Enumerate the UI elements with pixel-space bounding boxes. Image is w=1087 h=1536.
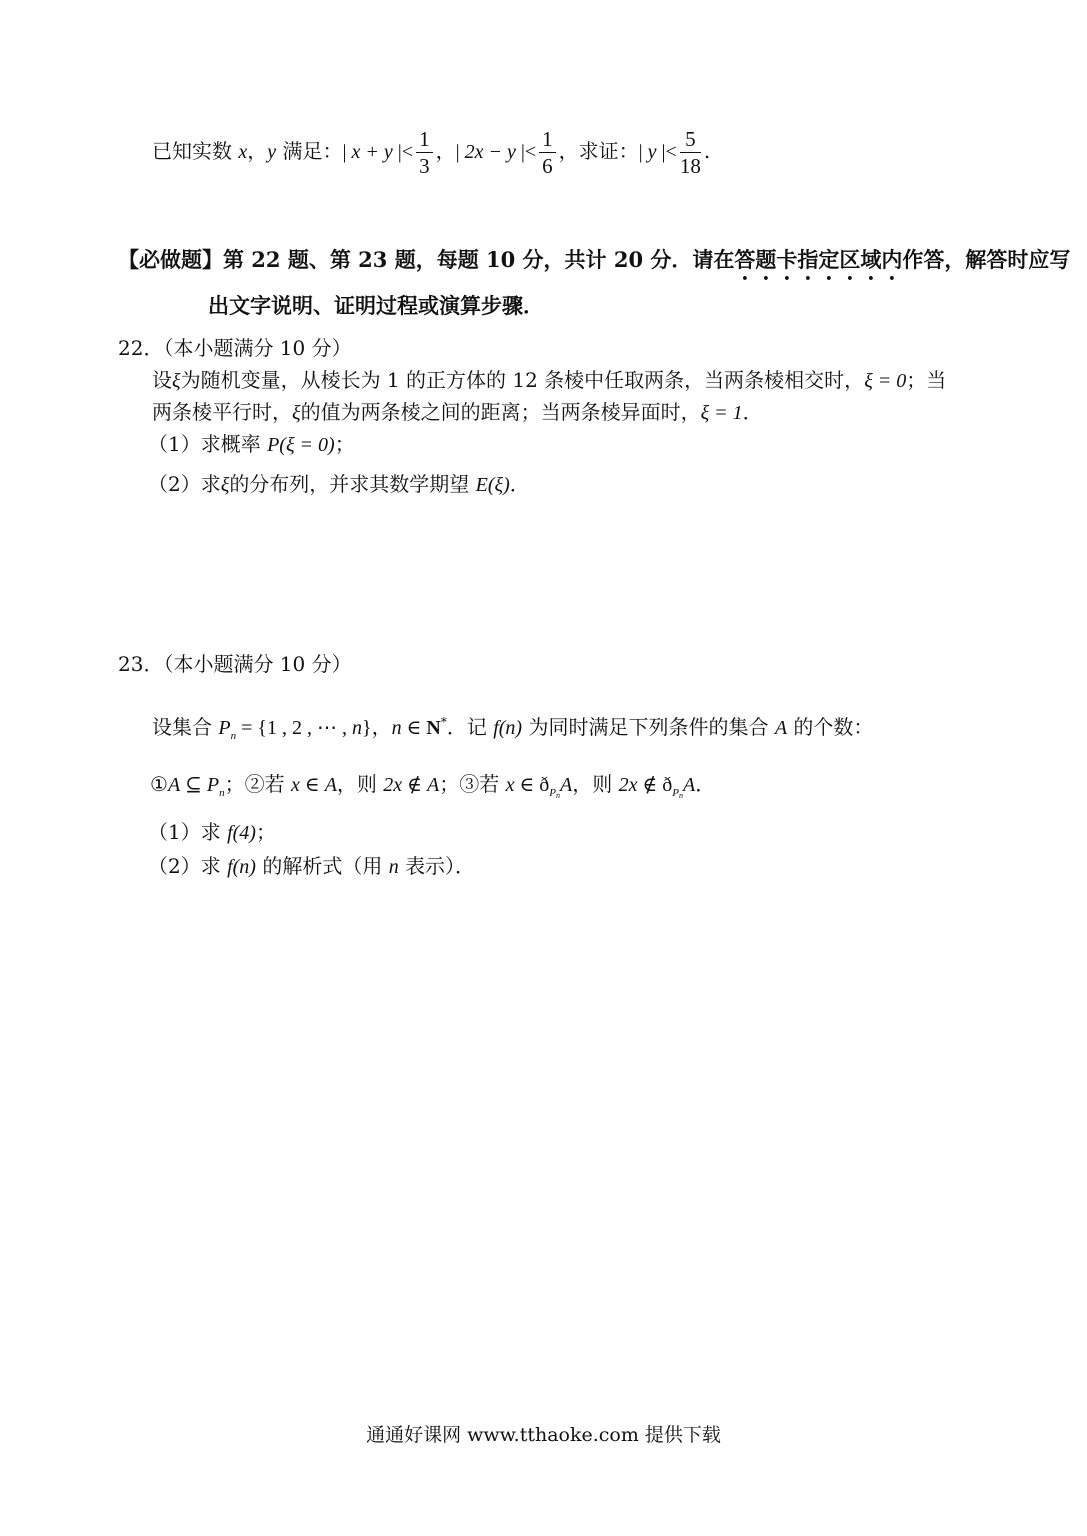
- q21-statement: 已知实数 x，y 满足：| x + y |< $\frac{1}{3}$ ，| 2x − y |< $\frac{1}{6}$ ，求证：| y |< $\frac{5}{18}$ .: [152, 127, 711, 178]
- q22-number: 22．（本小题满分 10 分）: [118, 336, 352, 360]
- fraction-one-sixth: $\frac{1}{6}$: [539, 128, 556, 177]
- q23-statement: 设集合 $P_n = \{1$ , 2 , ⋯ , n}，n ∈ N*．记 f(n) 为同时满足下列条件的集合 A 的个数：: [152, 715, 874, 742]
- required-section-header-line2: 出文字说明、证明过程或演算步骤．: [208, 293, 544, 318]
- required-section-header: 【必做题】第 22 题、第 23 题，每题 10 分，共计 20 分．请在答题卡指定区域内作答，解答时应写: [118, 247, 1071, 272]
- page-footer: 通通好课网 www.tthaoke.com 提供下载: [366, 1424, 721, 1446]
- fraction-five-eighteenths: $\frac{5}{18}$: [679, 127, 701, 178]
- q22-statement-line2: 两条棱平行时，ξ的值为两条棱之间的距离；当两条棱异面时，ξ = 1．: [152, 400, 763, 424]
- q22-part1: （1）求概率 P(ξ = 0)；: [148, 432, 355, 456]
- q23-part2: （2）求 f(n) 的解析式（用 n 表示）．: [148, 854, 476, 878]
- q23-number: 23．（本小题满分 10 分）: [118, 652, 352, 676]
- fraction-one-third: $\frac{1}{3}$: [416, 128, 433, 177]
- q23-part1: （1）求 f(4)；: [148, 820, 276, 844]
- q22-statement-line1: 设ξ为随机变量，从棱长为 1 的正方体的 12 条棱中任取两条，当两条棱相交时，ξ = 0；当: [152, 368, 947, 392]
- q22-part2: （2）求ξ的分布列，并求其数学期望 E(ξ)．: [148, 472, 530, 496]
- q23-conditions: ①A ⊆ $P_n$；②若 x ∈ A，则 2x ∉ A；③若 x ∈ $ð_{P_n}A$，则 2x ∉ $ð_{P_n}A$．: [150, 772, 716, 800]
